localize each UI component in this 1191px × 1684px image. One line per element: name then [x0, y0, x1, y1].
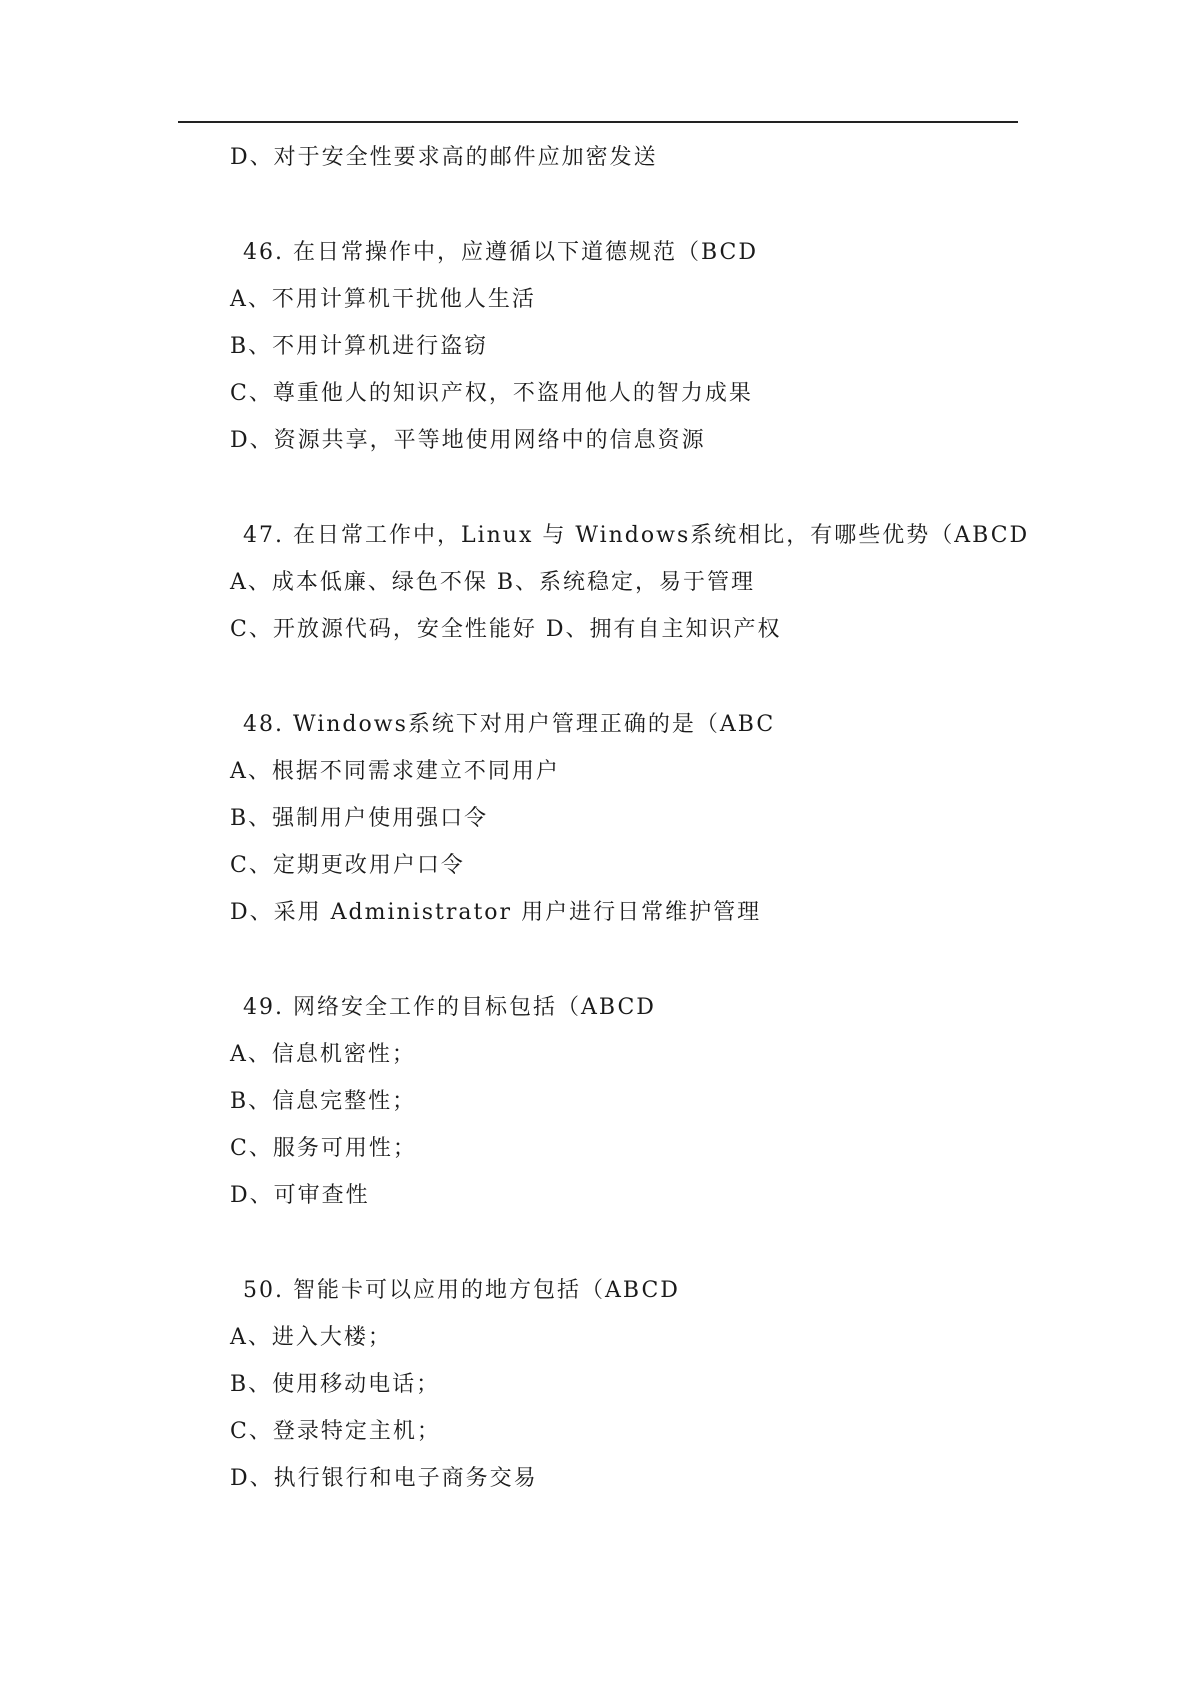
question-48: 48. Windows系统下对用户管理正确的是（ABC	[243, 712, 776, 737]
question-47: 47. 在日常工作中，Linux 与 Windows系统相比，有哪些优势（ABCD	[243, 523, 1030, 548]
question-49: 49. 网络安全工作的目标包括（ABCD	[243, 995, 656, 1020]
header-rule	[178, 121, 1018, 123]
option-50-b: B、使用移动电话；	[230, 1372, 441, 1397]
option-48-d: D、采用 Administrator 用户进行日常维护管理	[230, 900, 762, 925]
option-46-a: A、不用计算机干扰他人生活	[230, 287, 536, 312]
option-49-a: A、信息机密性；	[230, 1042, 416, 1067]
option-46-b: B、不用计算机进行盗窃	[230, 334, 489, 359]
option-49-c: C、服务可用性；	[230, 1136, 417, 1161]
option-48-b: B、强制用户使用强口令	[230, 806, 489, 831]
option-46-c: C、尊重他人的知识产权，不盗用他人的智力成果	[230, 381, 753, 406]
option-48-c: C、定期更改用户口令	[230, 853, 465, 878]
option-45-d: D、对于安全性要求高的邮件应加密发送	[230, 145, 658, 170]
question-46: 46. 在日常操作中，应遵循以下道德规范（BCD	[243, 240, 759, 265]
option-49-d: D、可审查性	[230, 1183, 370, 1208]
option-49-b: B、信息完整性；	[230, 1089, 417, 1114]
option-48-a: A、根据不同需求建立不同用户	[230, 759, 560, 784]
option-46-d: D、资源共享，平等地使用网络中的信息资源	[230, 428, 706, 453]
option-47-cd: C、开放源代码，安全性能好 D、拥有自主知识产权	[230, 617, 782, 642]
option-50-d: D、执行银行和电子商务交易	[230, 1466, 538, 1491]
option-50-c: C、登录特定主机；	[230, 1419, 441, 1444]
option-47-ab: A、成本低廉、绿色不保 B、系统稳定，易于管理	[230, 570, 756, 595]
question-50: 50. 智能卡可以应用的地方包括（ABCD	[243, 1278, 680, 1303]
option-50-a: A、进入大楼；	[230, 1325, 392, 1350]
